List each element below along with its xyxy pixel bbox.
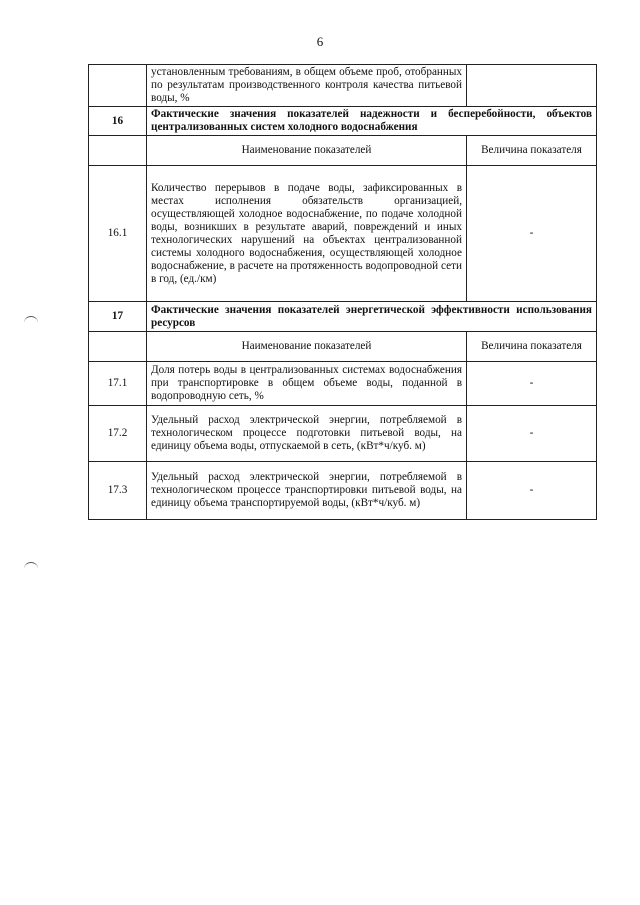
table-header-row xyxy=(89,136,597,166)
row-value: - xyxy=(467,166,597,302)
table-row xyxy=(89,166,597,302)
table-row xyxy=(89,462,597,520)
table-row xyxy=(89,362,597,406)
row-value: - xyxy=(467,362,597,406)
header-name: Наименование показателей xyxy=(147,332,467,362)
section-number: 17 xyxy=(89,302,147,332)
section-number: 16 xyxy=(89,107,147,136)
header-value: Величина показателя xyxy=(467,332,597,362)
row-value xyxy=(467,65,597,107)
row-number: 16.1 xyxy=(89,166,147,302)
row-value: - xyxy=(467,462,597,520)
row-description: установленным требованиям, в общем объеме проб, отобранных по результатам производственного контроля качества питьевой воды, % xyxy=(147,65,467,107)
section-row xyxy=(89,107,597,136)
row-number-cell xyxy=(89,65,147,107)
header-name: Наименование показателей xyxy=(147,136,467,166)
row-description: Количество перерывов в подаче воды, зафиксированных в местах исполнения обязательств организацией, осуществляющей холодное водоснабжение, по подаче холодной воды, возникших в результате аварий, повреждений и иных технологических нарушений на объектах централизованной системы холодного водоснабжения, осуществляющей холодное водоснабжение, в расчете на протяженность водопроводной сети в год, (ед./км) xyxy=(147,166,467,302)
row-value: - xyxy=(467,406,597,462)
header-value: Величина показателя xyxy=(467,136,597,166)
indicators-table xyxy=(88,64,597,520)
scan-mark xyxy=(24,316,38,325)
section-row xyxy=(89,302,597,332)
section-title: Фактические значения показателей энергетической эффективности использования ресурсов xyxy=(147,302,597,332)
row-number: 17.3 xyxy=(89,462,147,520)
section-title: Фактические значения показателей надежности и бесперебойности, объектов централизованных систем холодного водоснабжения xyxy=(147,107,597,136)
row-number: 17.1 xyxy=(89,362,147,406)
row-description: Удельный расход электрической энергии, потребляемой в технологическом процессе транспортировки питьевой воды, на единицу объема транспортируемой воды, (кВт*ч/куб. м) xyxy=(147,462,467,520)
row-description: Доля потерь воды в централизованных системах водоснабжения при транспортировке в общем объеме воды, поданной в водопроводную сеть, % xyxy=(147,362,467,406)
scan-mark xyxy=(24,562,38,571)
page-number: 6 xyxy=(316,34,324,49)
row-number: 17.2 xyxy=(89,406,147,462)
table-row xyxy=(89,406,597,462)
row-description: Удельный расход электрической энергии, потребляемой в технологическом процессе подготовки питьевой воды, на единицу объема воды, отпускаемой в сеть, (кВт*ч/куб. м) xyxy=(147,406,467,462)
table-header-row xyxy=(89,332,597,362)
header-empty-cell xyxy=(89,332,147,362)
table-row xyxy=(89,65,597,107)
header-empty-cell xyxy=(89,136,147,166)
